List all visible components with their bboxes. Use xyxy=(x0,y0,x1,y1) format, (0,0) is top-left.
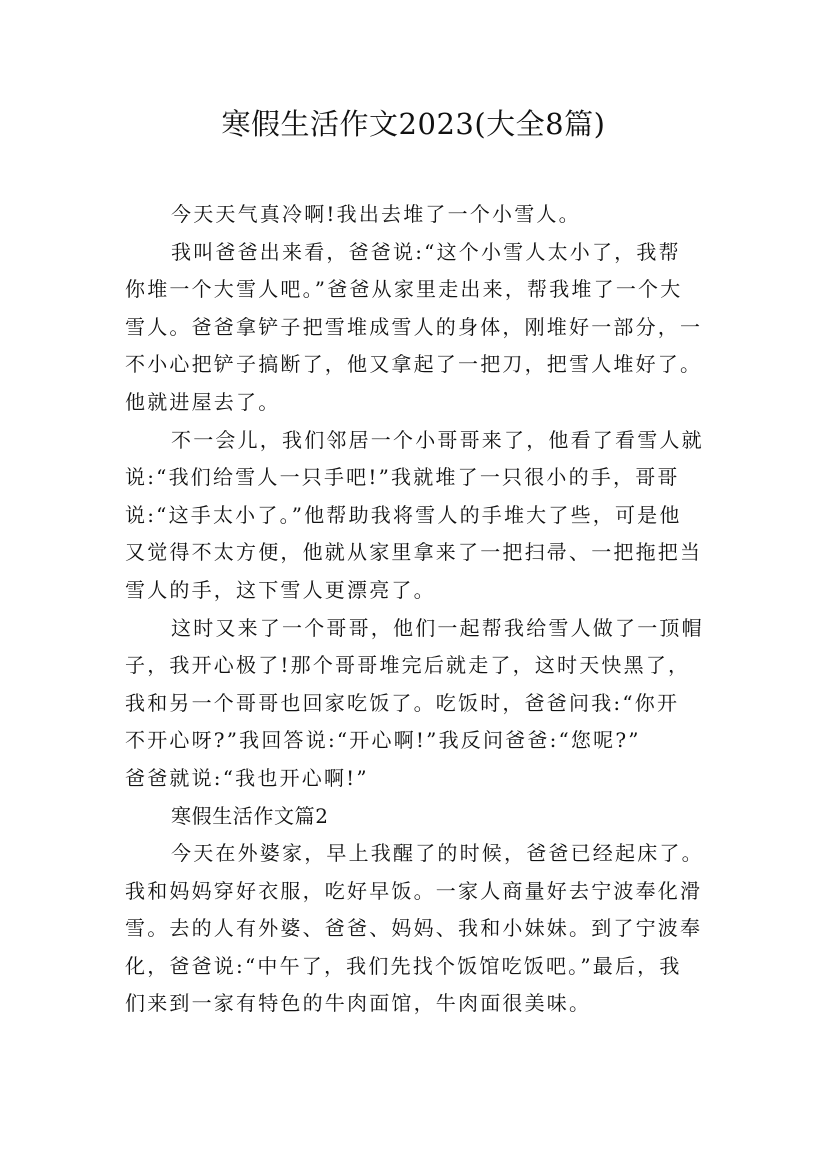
text-line: 化，爸爸说:“中午了，我们先找个饭馆吃饭吧。”最后，我 xyxy=(125,953,682,978)
text-line: 雪人的手，这下雪人更漂亮了。 xyxy=(125,577,436,602)
text-line: 子，我开心极了!那个哥哥堆完后就走了，这时天快黑了， xyxy=(125,653,691,678)
document-body xyxy=(125,196,715,1023)
text-line: 不一会儿，我们邻居一个小哥哥来了，他看了看雪人就 xyxy=(171,427,704,452)
text-line: 雪。去的人有外婆、爸爸、妈妈、我和小妹妹。到了宁波奉 xyxy=(125,916,703,941)
text-line: 不开心呀?”我回答说:“开心啊!”我反问爸爸:“您呢?” xyxy=(125,728,641,753)
text-line: 说:“我们给雪人一只手吧!”我就堆了一只很小的手，哥哥 xyxy=(125,465,680,490)
text-line: 们来到一家有特色的牛肉面馆，牛肉面很美味。 xyxy=(125,991,592,1016)
text-line: 今天天气真冷啊!我出去堆了一个小雪人。 xyxy=(171,202,581,226)
text-line: 我叫爸爸出来看，爸爸说:“这个小雪人太小了，我帮 xyxy=(171,239,681,264)
text-line: 今天在外婆家，早上我醒了的时候，爸爸已经起床了。 xyxy=(171,841,704,866)
text-line: 我和另一个哥哥也回家吃饭了。吃饭时，爸爸问我:“你开 xyxy=(125,690,680,715)
text-line: 你堆一个大雪人吧。”爸爸从家里走出来，帮我堆了一个大 xyxy=(125,277,683,302)
text-line: 说:“这手太小了。”他帮助我将雪人的手堆大了些，可是他 xyxy=(125,502,682,527)
document-title: 寒假生活作文2023(大全8篇) xyxy=(221,107,606,141)
text-line: 我和妈妈穿好衣服，吃好早饭。一家人商量好去宁波奉化滑 xyxy=(125,878,703,903)
text-line: 爸爸就说:“我也开心啊!” xyxy=(125,765,369,790)
text-line: 他就进屋去了。 xyxy=(125,389,281,414)
text-line: 这时又来了一个哥哥，他们一起帮我给雪人做了一顶帽 xyxy=(171,615,704,640)
section-heading: 寒假生活作文篇2 xyxy=(171,803,329,828)
text-line: 不小心把铲子搞断了，他又拿起了一把刀，把雪人堆好了。 xyxy=(125,352,703,377)
text-line: 又觉得不太方便，他就从家里拿来了一把扫帚、一把拖把当 xyxy=(125,540,703,565)
text-line: 雪人。爸爸拿铲子把雪堆成雪人的身体，刚堆好一部分，一 xyxy=(125,314,703,339)
